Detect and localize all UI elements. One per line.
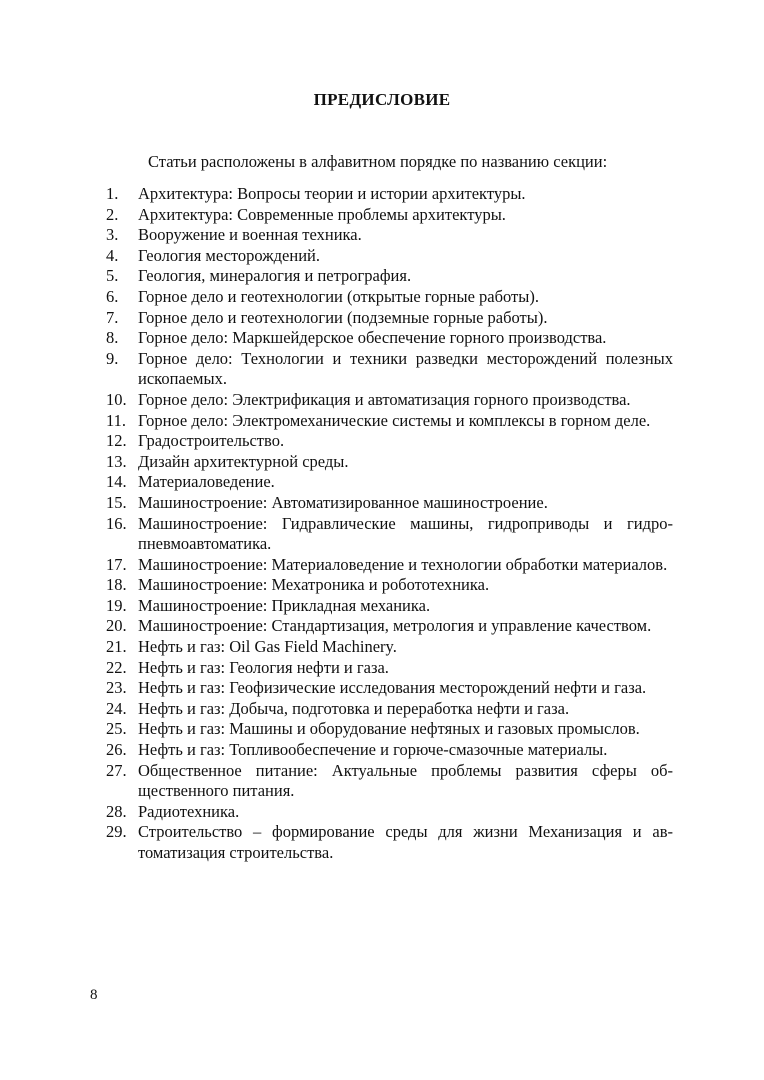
item-number: 15. <box>106 492 127 512</box>
list-item <box>0 555 764 576</box>
list-item <box>0 637 764 658</box>
item-text: Нефть и газ: Топливообеспечение и горюче-смазочные материалы. <box>138 740 608 760</box>
list-item <box>0 719 764 740</box>
item-number: 18. <box>106 575 127 595</box>
item-number: 1. <box>106 184 119 203</box>
page-title: ПРЕДИСЛОВИЕ <box>313 90 451 109</box>
item-text: Нефть и газ: Геология нефти и газа. <box>138 657 389 677</box>
list-item <box>0 328 764 349</box>
item-number: 20. <box>106 616 127 636</box>
item-text: Материаловедение. <box>138 472 275 492</box>
item-number: 21. <box>106 637 127 657</box>
item-text: Геология, минералогия и петрография. <box>138 266 412 286</box>
item-text: Общественное питание: Актуальные проблемы развития сферы общественного питания. <box>138 760 673 801</box>
page-number: 8 <box>90 987 98 1003</box>
item-number: 5. <box>106 266 119 286</box>
item-number: 6. <box>106 286 119 306</box>
list-item <box>0 246 764 267</box>
item-text: Горное дело: Технологии и техники разведки месторождений полезных ископаемых. <box>138 348 673 389</box>
item-number: 12. <box>106 431 127 451</box>
item-number: 17. <box>106 554 127 574</box>
list-item <box>0 266 764 287</box>
list-item <box>0 493 764 514</box>
list-item <box>0 184 764 205</box>
item-text: Радиотехника. <box>138 801 240 821</box>
item-text: Нефть и газ: Геофизические исследования месторождений нефти и газа. <box>138 678 647 698</box>
list-item <box>0 596 764 617</box>
item-number: 10. <box>106 389 127 409</box>
list-item <box>0 205 764 226</box>
list-item <box>0 349 764 390</box>
item-text: Строительство – формирование среды для жизни Механизация и автоматизация строительства. <box>138 822 673 862</box>
item-text: Горное дело: Маркшейдерское обеспечение горного производства. <box>138 328 607 348</box>
list-item <box>0 287 764 308</box>
item-number: 28. <box>106 801 127 821</box>
item-number: 11. <box>106 410 127 430</box>
item-text: Градостроительство. <box>138 431 285 451</box>
item-number: 16. <box>106 513 127 533</box>
item-text: Вооружение и военная техника. <box>138 225 362 245</box>
list-item <box>0 575 764 596</box>
list-item <box>0 411 764 432</box>
list-item <box>0 699 764 720</box>
intro-paragraph: Статьи расположены в алфавитном порядке по названию секции: <box>148 152 608 171</box>
item-text: Нефть и газ: Oil Gas Field Machinery. <box>138 637 397 657</box>
list-item <box>0 452 764 473</box>
item-text: Геология месторождений. <box>138 245 320 265</box>
item-number: 14. <box>106 472 127 492</box>
item-text: Машиностроение: Прикладная механика. <box>138 595 431 615</box>
item-number: 24. <box>106 698 127 718</box>
item-text: Горное дело и геотехнологии (открытые горные работы). <box>138 286 539 306</box>
list-item <box>0 802 764 823</box>
item-text: Машиностроение: Материаловедение и технологии обработки материалов. <box>138 554 668 574</box>
list-item <box>0 740 764 761</box>
item-text: Машиностроение: Гидравлические машины, гидроприводы и гидропневмоавтоматика. <box>138 513 673 554</box>
list-item <box>0 514 764 555</box>
item-text: Нефть и газ: Машины и оборудование нефтяных и газовых промыслов. <box>138 719 640 739</box>
item-text: Горное дело и геотехнологии (подземные горные работы). <box>138 307 548 327</box>
list-item <box>0 431 764 452</box>
list-item <box>0 822 764 863</box>
list-item <box>0 761 764 802</box>
item-number: 26. <box>106 740 127 760</box>
item-number: 23. <box>106 678 127 698</box>
item-number: 13. <box>106 451 127 471</box>
item-number: 2. <box>106 204 119 224</box>
list-item <box>0 616 764 637</box>
item-number: 19. <box>106 595 127 615</box>
item-text: Машиностроение: Стандартизация, метрология и управление качеством. <box>138 616 652 636</box>
item-number: 22. <box>106 657 127 677</box>
item-text: Горное дело: Электромеханические системы и комплексы в горном деле. <box>138 410 651 430</box>
item-text: Машиностроение: Автоматизированное машиностроение. <box>138 492 548 512</box>
list-item <box>0 678 764 699</box>
item-number: 29. <box>106 822 127 842</box>
sections-list <box>0 184 764 864</box>
item-number: 27. <box>106 760 127 780</box>
item-number: 7. <box>106 307 119 327</box>
item-number: 3. <box>106 225 119 245</box>
item-number: 25. <box>106 719 127 739</box>
item-text: Нефть и газ: Добыча, подготовка и переработка нефти и газа. <box>138 698 570 718</box>
item-text: Машиностроение: Мехатроника и робототехника. <box>138 575 490 595</box>
item-number: 4. <box>106 245 119 265</box>
item-text: Архитектура: Современные проблемы архитектуры. <box>138 204 506 224</box>
list-item <box>0 472 764 493</box>
item-text: Горное дело: Электрификация и автоматизация горного производства. <box>138 389 631 409</box>
item-text: Дизайн архитектурной среды. <box>138 451 349 471</box>
list-item <box>0 390 764 411</box>
item-text: Архитектура: Вопросы теории и истории архитектуры. <box>138 184 526 203</box>
item-number: 8. <box>106 328 119 348</box>
list-item <box>0 308 764 329</box>
list-item <box>0 658 764 679</box>
list-item <box>0 225 764 246</box>
item-number: 9. <box>106 348 119 368</box>
